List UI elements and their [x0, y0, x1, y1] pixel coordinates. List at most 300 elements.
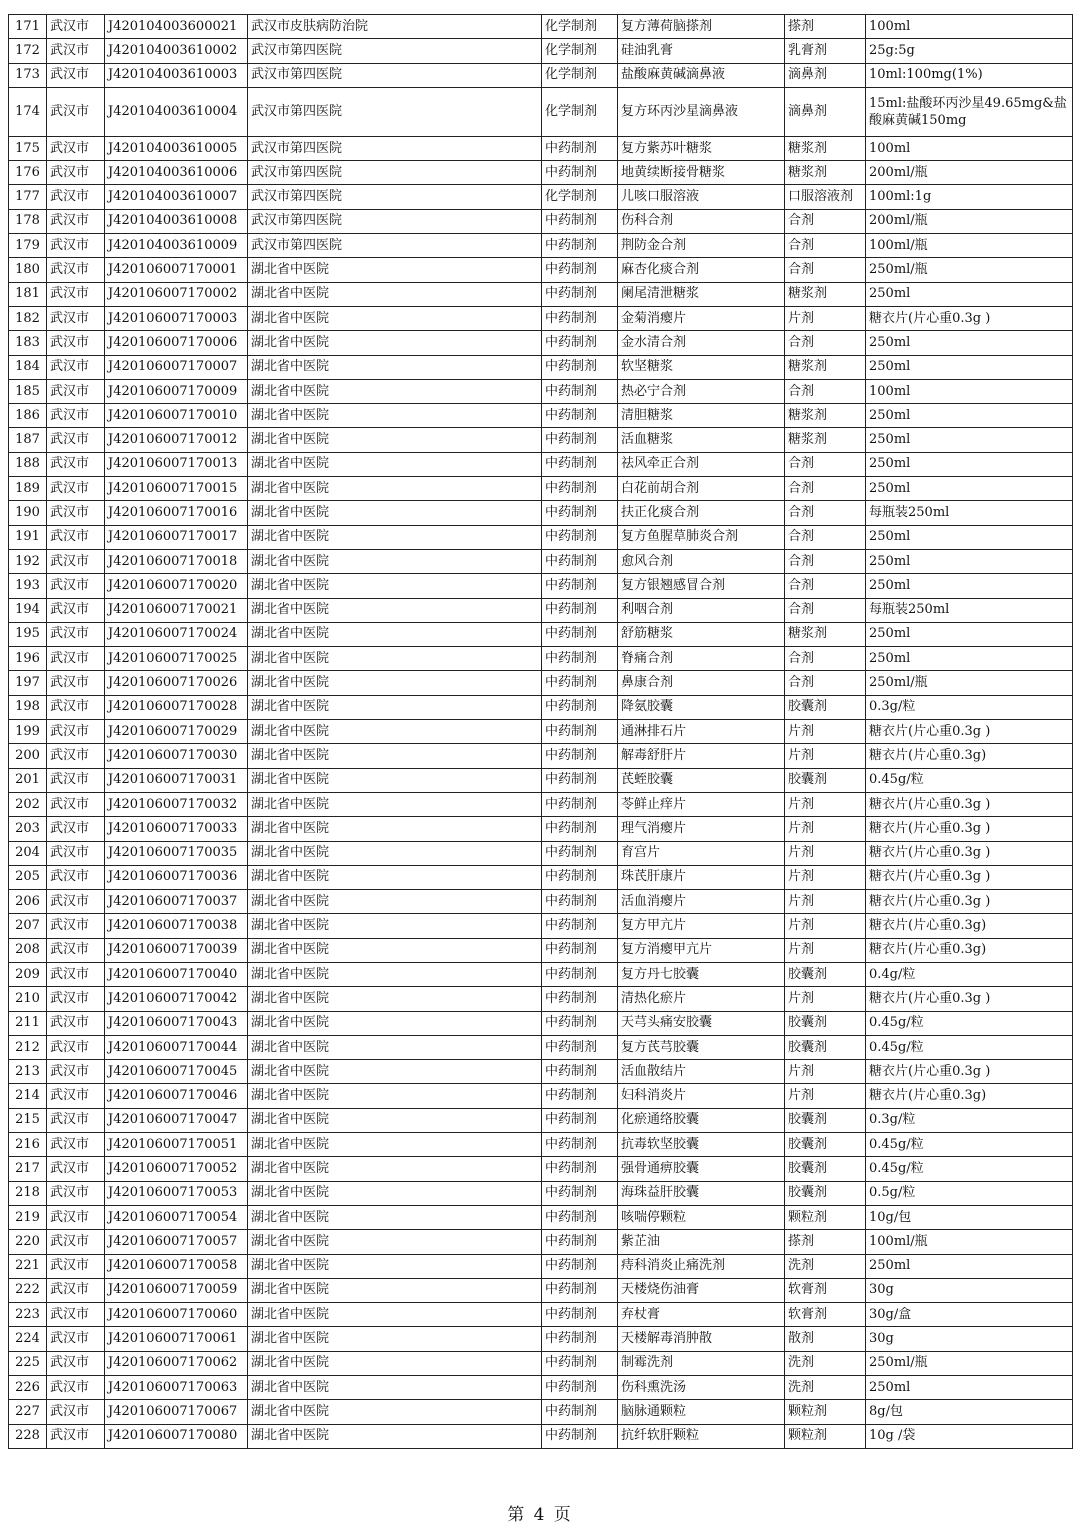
row-number-cell: 188 [9, 452, 47, 476]
category-cell: 中药制剂 [542, 1108, 618, 1132]
specification-cell: 0.45g/粒 [866, 1035, 1073, 1059]
category-cell: 中药制剂 [542, 1327, 618, 1351]
table-row [9, 379, 1073, 403]
dosage-form-cell: 合剂 [785, 331, 866, 355]
dosage-form-cell: 合剂 [785, 209, 866, 233]
institution-cell: 武汉市皮肤病防治院 [248, 15, 542, 39]
category-cell: 中药制剂 [542, 890, 618, 914]
table-row [9, 647, 1073, 671]
specification-cell: 250ml [866, 647, 1073, 671]
specification-cell: 糖衣片(片心重0.3g ) [866, 720, 1073, 744]
table-row [9, 914, 1073, 938]
dosage-form-cell: 糖浆剂 [785, 355, 866, 379]
row-number-cell: 197 [9, 671, 47, 695]
table-row [9, 598, 1073, 622]
preparation-name-cell: 伤科合剂 [618, 209, 785, 233]
city-cell: 武汉市 [47, 1254, 105, 1278]
approval-number-cell: J420106007170009 [105, 379, 248, 403]
institution-cell: 湖北省中医院 [248, 1424, 542, 1448]
city-cell: 武汉市 [47, 87, 105, 136]
dosage-form-cell: 合剂 [785, 574, 866, 598]
city-cell: 武汉市 [47, 720, 105, 744]
table-row [9, 452, 1073, 476]
preparation-name-cell: 制霉洗剂 [618, 1351, 785, 1375]
dosage-form-cell: 片剂 [785, 744, 866, 768]
row-number-cell: 182 [9, 306, 47, 330]
dosage-form-cell: 颗粒剂 [785, 1424, 866, 1448]
category-cell: 中药制剂 [542, 768, 618, 792]
category-cell: 中药制剂 [542, 477, 618, 501]
preparation-name-cell: 活血散结片 [618, 1060, 785, 1084]
row-number-cell: 215 [9, 1108, 47, 1132]
specification-cell: 糖衣片(片心重0.3g ) [866, 841, 1073, 865]
institution-cell: 湖北省中医院 [248, 501, 542, 525]
city-cell: 武汉市 [47, 306, 105, 330]
row-number-cell: 204 [9, 841, 47, 865]
specification-cell: 10g /袋 [866, 1424, 1073, 1448]
approval-number-cell: J420106007170015 [105, 477, 248, 501]
row-number-cell: 180 [9, 258, 47, 282]
approval-number-cell: J420106007170080 [105, 1424, 248, 1448]
category-cell: 中药制剂 [542, 1424, 618, 1448]
city-cell: 武汉市 [47, 1351, 105, 1375]
preparation-name-cell: 咳喘停颗粒 [618, 1205, 785, 1229]
approval-number-cell: J420106007170035 [105, 841, 248, 865]
specification-cell: 0.3g/粒 [866, 1108, 1073, 1132]
category-cell: 中药制剂 [542, 161, 618, 185]
city-cell: 武汉市 [47, 574, 105, 598]
preparation-name-cell: 软坚糖浆 [618, 355, 785, 379]
row-number-cell: 201 [9, 768, 47, 792]
city-cell: 武汉市 [47, 136, 105, 160]
approval-number-cell: J420106007170033 [105, 817, 248, 841]
table-row [9, 63, 1073, 87]
institution-cell: 湖北省中医院 [248, 962, 542, 986]
institution-cell: 湖北省中医院 [248, 865, 542, 889]
city-cell: 武汉市 [47, 598, 105, 622]
dosage-form-cell: 颗粒剂 [785, 1205, 866, 1229]
city-cell: 武汉市 [47, 355, 105, 379]
row-number-cell: 203 [9, 817, 47, 841]
approval-number-cell: J420106007170013 [105, 452, 248, 476]
category-cell: 中药制剂 [542, 598, 618, 622]
category-cell: 中药制剂 [542, 1230, 618, 1254]
dosage-form-cell: 片剂 [785, 938, 866, 962]
preparation-name-cell: 地黄续断接骨糖浆 [618, 161, 785, 185]
preparation-name-cell: 利咽合剂 [618, 598, 785, 622]
preparation-name-cell: 盐酸麻黄碱滴鼻液 [618, 63, 785, 87]
category-cell: 化学制剂 [542, 185, 618, 209]
dosage-form-cell: 片剂 [785, 890, 866, 914]
table-row [9, 331, 1073, 355]
dosage-form-cell: 合剂 [785, 647, 866, 671]
category-cell: 中药制剂 [542, 282, 618, 306]
row-number-cell: 187 [9, 428, 47, 452]
institution-cell: 湖北省中医院 [248, 695, 542, 719]
category-cell: 中药制剂 [542, 1011, 618, 1035]
specification-cell: 250ml [866, 355, 1073, 379]
dosage-form-cell: 洗剂 [785, 1254, 866, 1278]
row-number-cell: 213 [9, 1060, 47, 1084]
dosage-form-cell: 合剂 [785, 452, 866, 476]
category-cell: 中药制剂 [542, 744, 618, 768]
row-number-cell: 223 [9, 1303, 47, 1327]
preparation-name-cell: 金菊消瘿片 [618, 306, 785, 330]
city-cell: 武汉市 [47, 768, 105, 792]
specification-cell: 0.45g/粒 [866, 1157, 1073, 1181]
specification-cell: 250ml [866, 549, 1073, 573]
city-cell: 武汉市 [47, 1424, 105, 1448]
preparation-name-cell: 强骨通痹胶囊 [618, 1157, 785, 1181]
row-number-cell: 194 [9, 598, 47, 622]
dosage-form-cell: 胶囊剂 [785, 768, 866, 792]
preparation-name-cell: 荆防金合剂 [618, 234, 785, 258]
city-cell: 武汉市 [47, 914, 105, 938]
city-cell: 武汉市 [47, 258, 105, 282]
category-cell: 中药制剂 [542, 1351, 618, 1375]
city-cell: 武汉市 [47, 1084, 105, 1108]
approval-number-cell: J420106007170060 [105, 1303, 248, 1327]
category-cell: 中药制剂 [542, 841, 618, 865]
row-number-cell: 171 [9, 15, 47, 39]
category-cell: 中药制剂 [542, 209, 618, 233]
preparation-name-cell: 天楼解毒消肿散 [618, 1327, 785, 1351]
institution-cell: 湖北省中医院 [248, 404, 542, 428]
specification-cell: 0.5g/粒 [866, 1181, 1073, 1205]
approval-number-cell: J420106007170018 [105, 549, 248, 573]
specification-cell: 0.45g/粒 [866, 1011, 1073, 1035]
institution-cell: 湖北省中医院 [248, 938, 542, 962]
row-number-cell: 198 [9, 695, 47, 719]
approval-number-cell: J420104003610009 [105, 234, 248, 258]
approval-number-cell: J420106007170046 [105, 1084, 248, 1108]
preparation-name-cell: 白花前胡合剂 [618, 477, 785, 501]
dosage-form-cell: 合剂 [785, 525, 866, 549]
approval-number-cell: J420106007170031 [105, 768, 248, 792]
specification-cell: 100ml [866, 136, 1073, 160]
dosage-form-cell: 搽剂 [785, 1230, 866, 1254]
city-cell: 武汉市 [47, 209, 105, 233]
approval-number-cell: J420106007170024 [105, 622, 248, 646]
table-row [9, 695, 1073, 719]
specification-cell: 250ml [866, 1376, 1073, 1400]
dosage-form-cell: 合剂 [785, 598, 866, 622]
preparation-name-cell: 清热化瘀片 [618, 987, 785, 1011]
row-number-cell: 205 [9, 865, 47, 889]
specification-cell: 250ml [866, 428, 1073, 452]
table-row [9, 161, 1073, 185]
row-number-cell: 191 [9, 525, 47, 549]
specification-cell: 每瓶装250ml [866, 501, 1073, 525]
specification-cell: 糖衣片(片心重0.3g ) [866, 987, 1073, 1011]
specification-cell: 10ml:100mg(1%) [866, 63, 1073, 87]
row-number-cell: 184 [9, 355, 47, 379]
preparation-name-cell: 芪蛭胶囊 [618, 768, 785, 792]
row-number-cell: 221 [9, 1254, 47, 1278]
specification-cell: 100ml/瓶 [866, 1230, 1073, 1254]
city-cell: 武汉市 [47, 865, 105, 889]
institution-cell: 湖北省中医院 [248, 768, 542, 792]
specification-cell: 糖衣片(片心重0.3g ) [866, 865, 1073, 889]
preparation-name-cell: 抗毒软坚胶囊 [618, 1133, 785, 1157]
category-cell: 中药制剂 [542, 671, 618, 695]
specification-cell: 250ml [866, 574, 1073, 598]
city-cell: 武汉市 [47, 15, 105, 39]
city-cell: 武汉市 [47, 1400, 105, 1424]
specification-cell: 250ml [866, 477, 1073, 501]
approval-number-cell: J420104003610007 [105, 185, 248, 209]
row-number-cell: 183 [9, 331, 47, 355]
city-cell: 武汉市 [47, 1060, 105, 1084]
dosage-form-cell: 片剂 [785, 792, 866, 816]
approval-number-cell: J420106007170063 [105, 1376, 248, 1400]
approval-number-cell: J420106007170007 [105, 355, 248, 379]
institution-cell: 湖北省中医院 [248, 1181, 542, 1205]
row-number-cell: 199 [9, 720, 47, 744]
institution-cell: 湖北省中医院 [248, 574, 542, 598]
table-row [9, 962, 1073, 986]
table-row [9, 890, 1073, 914]
category-cell: 中药制剂 [542, 720, 618, 744]
city-cell: 武汉市 [47, 841, 105, 865]
dosage-form-cell: 口服溶液剂 [785, 185, 866, 209]
approval-number-cell: J420104003610006 [105, 161, 248, 185]
row-number-cell: 189 [9, 477, 47, 501]
institution-cell: 湖北省中医院 [248, 598, 542, 622]
preparation-name-cell: 复方银翘感冒合剂 [618, 574, 785, 598]
dosage-form-cell: 糖浆剂 [785, 136, 866, 160]
row-number-cell: 217 [9, 1157, 47, 1181]
institution-cell: 湖北省中医院 [248, 379, 542, 403]
city-cell: 武汉市 [47, 452, 105, 476]
dosage-form-cell: 片剂 [785, 1084, 866, 1108]
specification-cell: 糖衣片(片心重0.3g ) [866, 817, 1073, 841]
approval-number-cell: J420106007170058 [105, 1254, 248, 1278]
approval-number-cell: J420106007170036 [105, 865, 248, 889]
institution-cell: 湖北省中医院 [248, 1230, 542, 1254]
table-row [9, 428, 1073, 452]
dosage-form-cell: 片剂 [785, 817, 866, 841]
table-row [9, 938, 1073, 962]
institution-cell: 武汉市第四医院 [248, 39, 542, 63]
approval-number-cell: J420106007170040 [105, 962, 248, 986]
approval-number-cell: J420104003600021 [105, 15, 248, 39]
specification-cell: 30g/盒 [866, 1303, 1073, 1327]
category-cell: 中药制剂 [542, 1181, 618, 1205]
institution-cell: 湖北省中医院 [248, 428, 542, 452]
category-cell: 化学制剂 [542, 63, 618, 87]
specification-cell: 0.3g/粒 [866, 695, 1073, 719]
table-row [9, 136, 1073, 160]
specification-cell: 200ml/瓶 [866, 209, 1073, 233]
dosage-form-cell: 合剂 [785, 234, 866, 258]
dosage-form-cell: 散剂 [785, 1327, 866, 1351]
category-cell: 中药制剂 [542, 817, 618, 841]
approval-number-cell: J420106007170044 [105, 1035, 248, 1059]
preparation-name-cell: 育宫片 [618, 841, 785, 865]
table-row [9, 87, 1073, 136]
approval-number-cell: J420106007170057 [105, 1230, 248, 1254]
preparation-name-cell: 复方丹七胶囊 [618, 962, 785, 986]
category-cell: 化学制剂 [542, 87, 618, 136]
specification-cell: 糖衣片(片心重0.3g ) [866, 1060, 1073, 1084]
row-number-cell: 226 [9, 1376, 47, 1400]
category-cell: 中药制剂 [542, 452, 618, 476]
category-cell: 中药制剂 [542, 501, 618, 525]
table-row [9, 622, 1073, 646]
table-row [9, 355, 1073, 379]
dosage-form-cell: 胶囊剂 [785, 962, 866, 986]
approval-number-cell: J420106007170039 [105, 938, 248, 962]
table-row [9, 1230, 1073, 1254]
row-number-cell: 186 [9, 404, 47, 428]
row-number-cell: 208 [9, 938, 47, 962]
city-cell: 武汉市 [47, 379, 105, 403]
city-cell: 武汉市 [47, 938, 105, 962]
table-row [9, 1035, 1073, 1059]
row-number-cell: 185 [9, 379, 47, 403]
dosage-form-cell: 片剂 [785, 987, 866, 1011]
preparation-name-cell: 复方鱼腥草肺炎合剂 [618, 525, 785, 549]
city-cell: 武汉市 [47, 622, 105, 646]
institution-cell: 湖北省中医院 [248, 1278, 542, 1302]
institution-cell: 武汉市第四医院 [248, 63, 542, 87]
table-row [9, 185, 1073, 209]
table-row [9, 987, 1073, 1011]
city-cell: 武汉市 [47, 817, 105, 841]
specification-cell: 25g:5g [866, 39, 1073, 63]
category-cell: 中药制剂 [542, 622, 618, 646]
institution-cell: 湖北省中医院 [248, 477, 542, 501]
table-row [9, 1327, 1073, 1351]
dosage-form-cell: 合剂 [785, 501, 866, 525]
row-number-cell: 193 [9, 574, 47, 598]
preparation-name-cell: 鼻康合剂 [618, 671, 785, 695]
table-row [9, 1424, 1073, 1448]
category-cell: 中药制剂 [542, 962, 618, 986]
dosage-form-cell: 合剂 [785, 379, 866, 403]
specification-cell: 100ml [866, 15, 1073, 39]
dosage-form-cell: 片剂 [785, 914, 866, 938]
table-row [9, 404, 1073, 428]
institution-cell: 湖北省中医院 [248, 1011, 542, 1035]
specification-cell: 100ml [866, 379, 1073, 403]
city-cell: 武汉市 [47, 1278, 105, 1302]
category-cell: 中药制剂 [542, 1278, 618, 1302]
institution-cell: 湖北省中医院 [248, 817, 542, 841]
approval-number-cell: J420106007170029 [105, 720, 248, 744]
institution-cell: 湖北省中医院 [248, 1133, 542, 1157]
row-number-cell: 176 [9, 161, 47, 185]
category-cell: 中药制剂 [542, 258, 618, 282]
institution-cell: 湖北省中医院 [248, 306, 542, 330]
institution-cell: 湖北省中医院 [248, 1205, 542, 1229]
row-number-cell: 218 [9, 1181, 47, 1205]
city-cell: 武汉市 [47, 1327, 105, 1351]
approval-number-cell: J420104003610002 [105, 39, 248, 63]
institution-cell: 湖北省中医院 [248, 258, 542, 282]
preparation-name-cell: 天芎头痛安胶囊 [618, 1011, 785, 1035]
specification-cell: 0.45g/粒 [866, 768, 1073, 792]
dosage-form-cell: 洗剂 [785, 1376, 866, 1400]
category-cell: 中药制剂 [542, 1084, 618, 1108]
specification-cell: 糖衣片(片心重0.3g ) [866, 792, 1073, 816]
institution-cell: 湖北省中医院 [248, 282, 542, 306]
approval-number-cell: J420106007170045 [105, 1060, 248, 1084]
specification-cell: 100ml:1g [866, 185, 1073, 209]
preparation-name-cell: 脊痛合剂 [618, 647, 785, 671]
institution-cell: 湖北省中医院 [248, 1157, 542, 1181]
row-number-cell: 202 [9, 792, 47, 816]
category-cell: 中药制剂 [542, 355, 618, 379]
institution-cell: 武汉市第四医院 [248, 185, 542, 209]
dosage-form-cell: 糖浆剂 [785, 282, 866, 306]
institution-cell: 湖北省中医院 [248, 720, 542, 744]
institution-cell: 湖北省中医院 [248, 1060, 542, 1084]
approval-number-cell: J420106007170051 [105, 1133, 248, 1157]
category-cell: 中药制剂 [542, 1400, 618, 1424]
preparation-name-cell: 海珠益肝胶囊 [618, 1181, 785, 1205]
table-row [9, 574, 1073, 598]
row-number-cell: 200 [9, 744, 47, 768]
preparation-name-cell: 清胆糖浆 [618, 404, 785, 428]
city-cell: 武汉市 [47, 525, 105, 549]
table-row [9, 1376, 1073, 1400]
table-row [9, 1157, 1073, 1181]
institution-cell: 湖北省中医院 [248, 841, 542, 865]
institution-cell: 湖北省中医院 [248, 1084, 542, 1108]
preparation-name-cell: 扶正化痰合剂 [618, 501, 785, 525]
preparation-name-cell: 金水清合剂 [618, 331, 785, 355]
category-cell: 中药制剂 [542, 1303, 618, 1327]
specification-cell: 250ml [866, 452, 1073, 476]
institution-cell: 湖北省中医院 [248, 1400, 542, 1424]
city-cell: 武汉市 [47, 1108, 105, 1132]
institution-cell: 武汉市第四医院 [248, 136, 542, 160]
row-number-cell: 211 [9, 1011, 47, 1035]
category-cell: 中药制剂 [542, 234, 618, 258]
category-cell: 中药制剂 [542, 914, 618, 938]
table-row [9, 501, 1073, 525]
approval-number-cell: J420106007170067 [105, 1400, 248, 1424]
specification-cell: 糖衣片(片心重0.3g) [866, 914, 1073, 938]
category-cell: 中药制剂 [542, 987, 618, 1011]
dosage-form-cell: 胶囊剂 [785, 1181, 866, 1205]
specification-cell: 250ml [866, 622, 1073, 646]
category-cell: 中药制剂 [542, 404, 618, 428]
city-cell: 武汉市 [47, 1035, 105, 1059]
row-number-cell: 177 [9, 185, 47, 209]
dosage-form-cell: 颗粒剂 [785, 1400, 866, 1424]
row-number-cell: 225 [9, 1351, 47, 1375]
category-cell: 中药制剂 [542, 1060, 618, 1084]
preparation-name-cell: 麻杏化痰合剂 [618, 258, 785, 282]
table-row [9, 1133, 1073, 1157]
specification-cell: 30g [866, 1327, 1073, 1351]
dosage-form-cell: 片剂 [785, 720, 866, 744]
specification-cell: 250ml [866, 331, 1073, 355]
specification-cell: 100ml/瓶 [866, 234, 1073, 258]
dosage-form-cell: 合剂 [785, 258, 866, 282]
table-row [9, 1254, 1073, 1278]
preparation-name-cell: 舒筋糖浆 [618, 622, 785, 646]
institution-cell: 湖北省中医院 [248, 1351, 542, 1375]
city-cell: 武汉市 [47, 1205, 105, 1229]
approval-number-cell: J420106007170043 [105, 1011, 248, 1035]
table-row [9, 768, 1073, 792]
city-cell: 武汉市 [47, 428, 105, 452]
category-cell: 中药制剂 [542, 574, 618, 598]
